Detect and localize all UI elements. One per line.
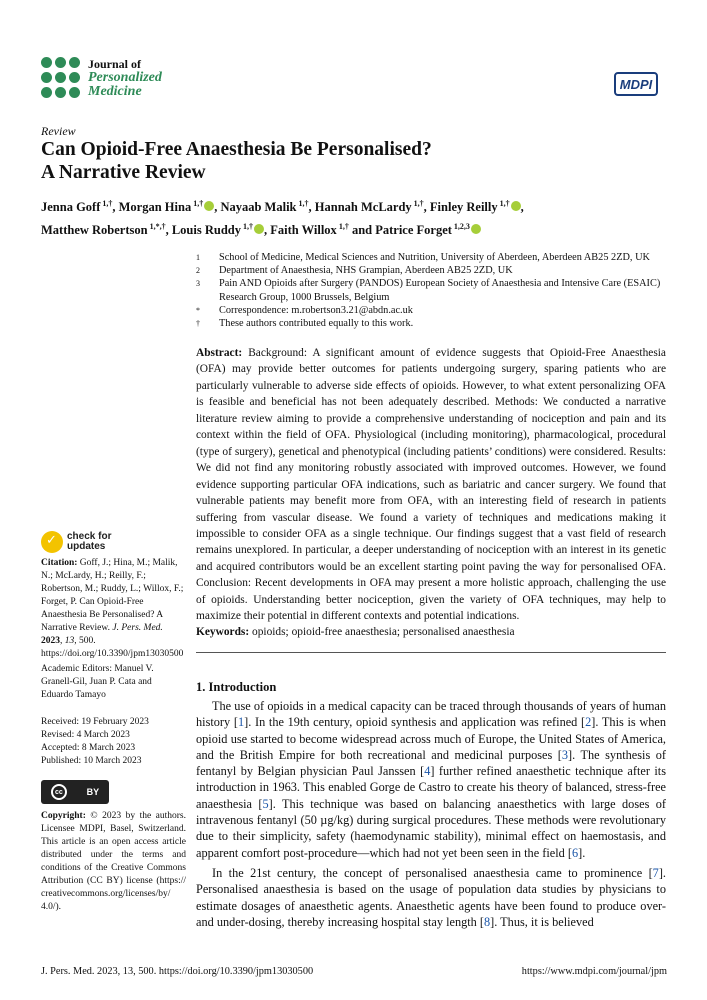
author-name: Louis Ruddy	[171, 223, 241, 238]
author-affiliation-mark: 1,†	[100, 199, 113, 208]
publication-date: Received: 19 February 2023	[41, 717, 149, 727]
publication-date: Revised: 4 March 2023	[41, 730, 130, 740]
author-name: Faith Willox	[270, 223, 337, 238]
footer-citation: J. Pers. Med. 2023, 13, 500. https://doi.org/10.3390/jpm13030500	[41, 966, 314, 977]
author-list	[41, 194, 661, 240]
reference-link[interactable]: 7	[652, 865, 659, 880]
reference-link[interactable]: 5	[262, 796, 269, 811]
cc-by-license-badge[interactable]	[41, 780, 109, 804]
publication-date: Accepted: 8 March 2023	[41, 743, 136, 753]
reference-link[interactable]: 4	[424, 764, 431, 779]
reference-link[interactable]: 1	[237, 715, 245, 730]
orcid-icon[interactable]	[254, 224, 264, 234]
reference-link[interactable]: 2	[585, 715, 592, 730]
section-title-introduction: 1. Introduction	[196, 680, 277, 694]
author-name: Patrice Forget	[375, 223, 452, 238]
author-name: Jenna Goff	[41, 200, 101, 215]
author-line-2: Matthew Robertson $^{1,*,\dagger}$, Louis Ruddy $^{1,\dagger}$ , Faith Willox $^{1,\dagger}$ and Patrice Forget $^{1,2,3}$	[41, 217, 661, 240]
affiliation-item: * Correspondence: m.robertson3.21@abdn.ac.uk	[196, 304, 413, 316]
footer-journal-url[interactable]: https://www.mdpi.com/journal/jpm	[521, 966, 667, 977]
abstract: Abstract: Background: A significant amount of evidence suggests that Opioid-Free Anaesthesia (OFA) may provide better outcomes for patients undergoing surgery, sparing patients who are particularly vulnerable to adverse side effects of opioids. However, to what extent personalizing OFA is feasible and beneficial has not been adequately described. Methods: We conducted a narrative literature review aiming to provide a comprehensive understanding of nociception and pain and its context within the field of OFA. Physiological (including monitoring), pharmacological, procedural (type of surgery), genetical and phenotypical (including patients’ conditions) were considered. Results: We did not find any monitoring robustly associated with improved outcomes. However, we found evidence supporting particular OFA indications, such as bariatric and cancer surgery. We found that vulnerable patients may benefit more from OFA, with an interesting field of research in patients suffering from vascular disease. We found a variety of techniques and medications making it impossible to consider OFA as a single technique. Our findings suggest that a vast field of research remains unexplored. In particular, a deeper understanding of nociception with an interest in its genetic and acquired contributors would be an excellent starting point paving the way for personalised OFA. Conclusion: Recent developments in OFA may present a more holistic approach, challenging the use of opioids. Understanding better nociception, given the variety of OFA techniques, may help to maximize their potential in different contexts and potential indications.	[196, 347, 666, 623]
affiliation-item: 3 Pain AND Opioids after Surgery (PANDOS) European Society of Anaesthesia and Intensive Care (ESAIC) Research Group, 1000 Brussels, Belgium	[196, 278, 661, 303]
reference-link[interactable]: 8	[483, 914, 491, 929]
author-name: Morgan Hina	[118, 200, 192, 215]
check-for-updates-badge[interactable]: ✓ check for updates	[41, 531, 111, 553]
copyright-block: Copyright: © 2023 by the authors. Licensee MDPI, Basel, Switzerland. This article is an open access article distributed under the terms and conditions of the Creative Commons Attribution (CC BY) license (https:// creativecommons.org/licenses/by/ 4.0/).	[41, 811, 187, 912]
author-name: Hannah McLardy	[314, 200, 412, 215]
divider	[196, 652, 666, 653]
article-type: Review	[41, 124, 76, 138]
introduction-text	[196, 698, 666, 930]
affiliation-item: 1 School of Medicine, Medical Sciences and Nutrition, University of Aberdeen, Aberdeen AB25 2ZD, UK	[196, 252, 650, 263]
author-affiliation-mark: 1,†	[191, 199, 204, 208]
publication-date: Published: 10 March 2023	[41, 756, 142, 766]
by-icon: BY	[86, 787, 100, 797]
author-affiliation-mark: 1,†	[296, 199, 309, 208]
cc-icon: cc	[51, 784, 67, 800]
author-affiliation-mark: 1,2,3	[451, 222, 470, 232]
reference-link[interactable]: 6	[571, 845, 579, 860]
paragraph: In the 21st century, the concept of personalised anaesthesia came to prominence [7]. Personalised anaesthesia is based on the usage of population data studies by physicians to estimate dosages of anaesthetic agents. Anaesthetic agents have been found to produce over- and under-dosing, thereby increasing hospital stay length [8]. Thus, it is believed	[196, 865, 666, 929]
paragraph: The use of opioids in a medical capacity can be traced through thousands of years of human history [1]. In the 19th century, opioid synthesis and application was refined [2]. This is when opioid use started to become widespread across much of Europe, the United States of America, and the British Empire for both recreational and medicinal purposes [3]. The synthesis of fentanyl by Belgian physician Paul Janssen [4] further refined anaesthetic technique after its introduction in 1963. This enabled Gorge de Castro to create his theory of balanced, stress-free anaesthesia [5]. This technique was based on balancing anaesthetics with large doses of intravenous fentanyl (50 µg/kg) during surgical procedures. These methods were revolutionary due to their simplicity, safety (haemodynamic stability), minimal effect on haemostasis, and apparent comfort post-procedure—which had not yet been seen in the field [6].	[196, 699, 667, 860]
author-name: Finley Reilly	[429, 200, 498, 215]
academic-editors: Academic Editors: Manuel V. Granell-Gil, Juan P. Cata and Eduardo Tamayo	[41, 664, 154, 700]
author-line-1: Jenna Goff $^{1,\dagger}$, Morgan Hina $^{1,\dagger}$ , Nayaab Malik $^{1,\dagger}$, Hannah McLardy $^{1,\dagger}$, Finley Reilly $^{1,\dagger}$ ,	[41, 199, 524, 215]
journal-logo	[41, 57, 162, 99]
orcid-icon[interactable]	[471, 224, 481, 234]
orcid-icon[interactable]	[511, 201, 521, 211]
reference-link[interactable]: 3	[561, 747, 569, 762]
author-name: Matthew Robertson	[41, 223, 148, 238]
journal-logo-dots-icon	[41, 57, 80, 99]
orcid-icon[interactable]	[204, 201, 214, 211]
author-affiliation-mark: 1,†	[497, 199, 510, 208]
citation-block: Citation: Goff, J.; Hina, M.; Malik, N.; McLardy, H.; Reilly, F.; Robertson, M.; Ruddy, L.; Willox, F.; Forget, P. Can Opioid-Free Anaesthesia Be Personalised? A Narrative Review. J. Pers. Med. 2023, 13, 500. https://doi.org/10.3390/jpm13030500	[41, 558, 184, 659]
author-affiliation-mark: 1,†	[240, 222, 253, 232]
author-affiliation-mark: 1,†	[411, 199, 424, 208]
mdpi-logo: MDPI	[614, 72, 658, 96]
author-name: Nayaab Malik	[220, 200, 297, 215]
keywords: Keywords: opioids; opioid-free anaesthesia; personalised anaesthesia	[196, 626, 515, 638]
dates-block	[41, 716, 186, 768]
affiliation-item: 2 Department of Anaesthesia, NHS Grampian, Aberdeen AB25 2ZD, UK	[196, 265, 513, 277]
paper-title: Can Opioid-Free Anaesthesia Be Personalised? A Narrative Review	[41, 139, 432, 183]
journal-name: Journal of Personalized Medicine	[88, 57, 162, 99]
check-updates-icon	[41, 531, 63, 553]
page-footer	[41, 966, 667, 977]
affiliations	[196, 251, 666, 330]
author-affiliation-mark: 1,*,†	[147, 222, 166, 232]
author-affiliation-mark: 1,†	[336, 222, 349, 232]
affiliation-item: † These authors contributed equally to this work.	[196, 318, 414, 330]
